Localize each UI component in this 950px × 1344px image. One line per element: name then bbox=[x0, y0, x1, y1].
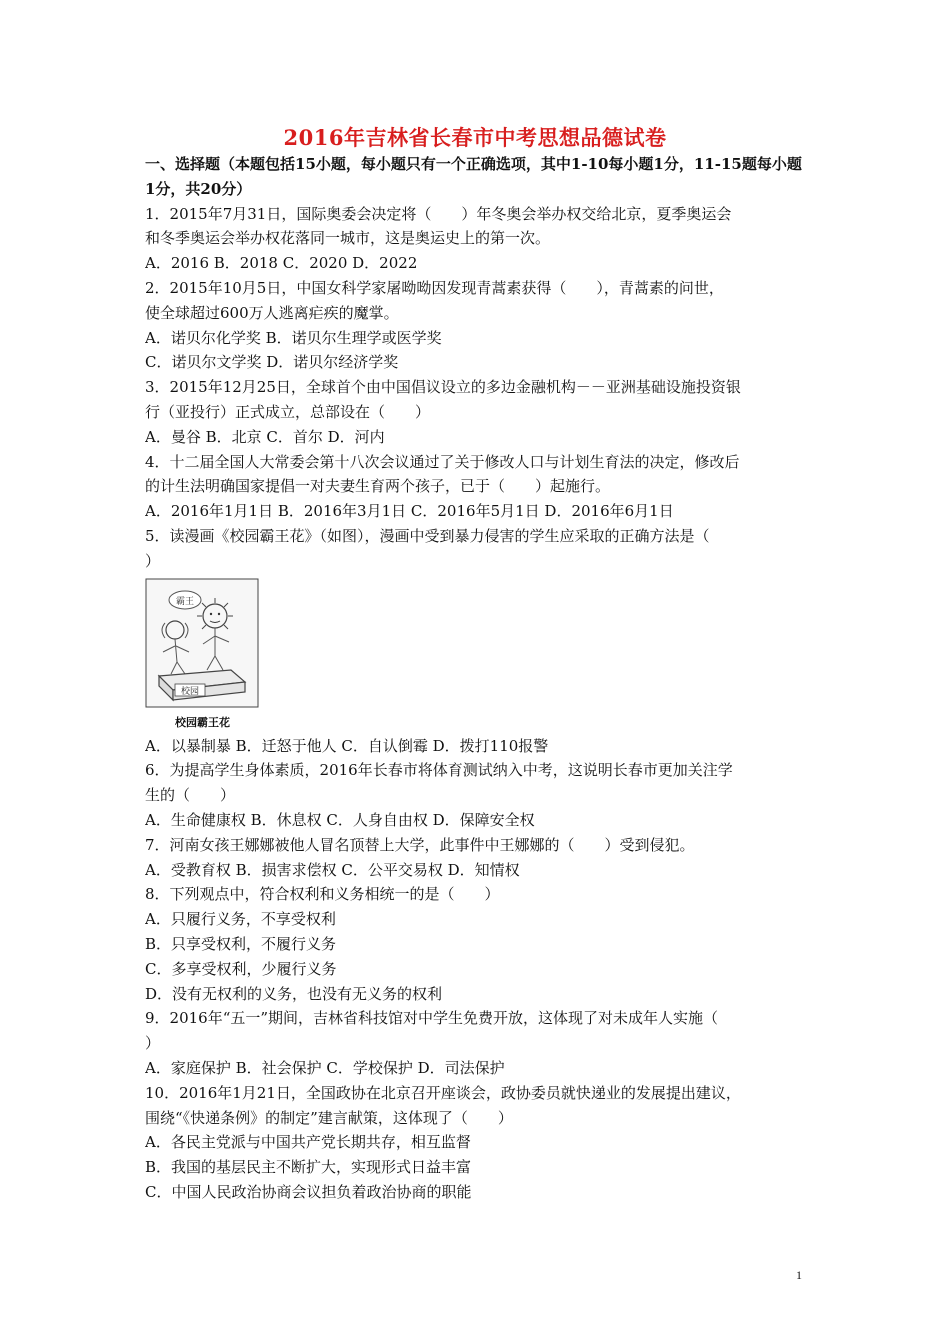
section-heading: 一、选择题（本题包括15小题，每小题只有一个正确选项，其中1-10每小题1分，11-15题每小题1分，共20分） bbox=[145, 155, 802, 198]
book-label: 校园 bbox=[180, 686, 200, 697]
question-7 bbox=[145, 833, 810, 883]
question-line: 8．下列观点中，符合权利和义务相统一的是（ ） bbox=[145, 885, 500, 904]
answer-options: B．我国的基层民主不断扩大，实现形式日益丰富 bbox=[145, 1158, 472, 1177]
question-line: 围绕“《快递条例》的制定”建言献策，这体现了（ ） bbox=[145, 1108, 513, 1127]
question-2 bbox=[145, 276, 810, 375]
page-number: 1 bbox=[796, 1268, 802, 1282]
answer-options: A．生命健康权 B．休息权 C．人身自由权 D．保障安全权 bbox=[145, 810, 535, 829]
question-line: 行（亚投行）正式成立，总部设在（ ） bbox=[145, 402, 431, 421]
answer-options: A．只履行义务，不享受权利 bbox=[145, 910, 336, 929]
question-line: 4．十二届全国人大常委会第十八次会议通过了关于修改人口与计划生育法的决定，修改后 bbox=[145, 452, 740, 471]
question-line: 和冬季奥运会举办权花落同一城市，这是奥运史上的第一次。 bbox=[145, 229, 551, 248]
question-line: ） bbox=[145, 1034, 161, 1053]
answer-options: A．受教育权 B．损害求偿权 C．公平交易权 D．知情权 bbox=[145, 860, 520, 879]
question-4 bbox=[145, 450, 810, 524]
answer-options: A．2016 B．2018 C．2020 D．2022 bbox=[145, 254, 418, 273]
document-title: 2016年吉林省长春市中考思想品德试卷 bbox=[283, 125, 667, 150]
figure-caption: 校园霸王花 bbox=[175, 715, 230, 729]
question-3 bbox=[145, 375, 810, 449]
question-10 bbox=[145, 1081, 810, 1205]
question-8 bbox=[145, 882, 810, 1006]
question-line: 使全球超过600万人逃离疟疾的魔掌。 bbox=[145, 303, 399, 322]
question-line: 1．2015年7月31日，国际奥委会决定将（ ）年冬奥会举办权交给北京，夏季奥运会 bbox=[145, 204, 732, 223]
answer-options: B．只享受权利，不履行义务 bbox=[145, 934, 337, 953]
answer-options: A．以暴制暴 B．迁怒于他人 C．自认倒霉 D．拨打110报警 bbox=[145, 736, 549, 755]
speech-bubble-text: 霸王 bbox=[175, 596, 195, 607]
cartoon-illustration bbox=[145, 578, 260, 710]
answer-options: A．曼谷 B．北京 C．首尔 D．河内 bbox=[145, 427, 385, 446]
question-line: 2．2015年10月5日，中国女科学家屠呦呦因发现青蒿素获得（ ），青蒿素的问世， bbox=[145, 278, 724, 297]
question-line: 10．2016年1月21日，全国政协在北京召开座谈会，政协委员就快递业的发展提出建议， bbox=[145, 1083, 741, 1102]
answer-options: D．没有无权利的义务，也没有无义务的权利 bbox=[145, 984, 443, 1003]
cartoon-figure bbox=[145, 578, 260, 728]
answer-options: A．家庭保护 B．社会保护 C．学校保护 D．司法保护 bbox=[145, 1058, 505, 1077]
document-body bbox=[145, 152, 810, 1205]
question-5-options bbox=[145, 734, 810, 759]
question-line: 9．2016年“五一”期间，吉林省科技馆对中学生免费开放，这体现了对未成年人实施（ bbox=[145, 1009, 719, 1028]
question-line: 6．为提高学生身体素质，2016年长春市将体育测试纳入中考，这说明长春市更加关注学 bbox=[145, 761, 733, 780]
answer-options: C．中国人民政治协商会议担负着政治协商的职能 bbox=[145, 1182, 472, 1201]
question-line: 5．读漫画《校园霸王花》（如图），漫画中受到暴力侵害的学生应采取的正确方法是（ bbox=[145, 526, 710, 545]
answer-options: A．各民主党派与中国共产党长期共存，相互监督 bbox=[145, 1133, 471, 1152]
question-6 bbox=[145, 758, 810, 832]
question-9 bbox=[145, 1006, 810, 1080]
question-line: 生的（ ） bbox=[145, 786, 236, 805]
answer-options: C．多享受权利，少履行义务 bbox=[145, 959, 337, 978]
answer-options: A．2016年1月1日 B．2016年3月1日 C．2016年5月1日 D．2016年6月1日 bbox=[145, 502, 674, 521]
question-line: 的计生法明确国家提倡一对夫妻生育两个孩子，已于（ ）起施行。 bbox=[145, 477, 611, 496]
question-line: 7．河南女孩王娜娜被他人冒名顶替上大学，此事件中王娜娜的（ ）受到侵犯。 bbox=[145, 835, 695, 854]
question-1 bbox=[145, 202, 810, 276]
answer-options: C．诺贝尔文学奖 D．诺贝尔经济学奖 bbox=[145, 353, 399, 372]
question-5 bbox=[145, 524, 810, 574]
question-line: 3．2015年12月25日，全球首个由中国倡议设立的多边金融机构－－亚洲基础设施投资银 bbox=[145, 378, 741, 397]
answer-options: A．诺贝尔化学奖 B．诺贝尔生理学或医学奖 bbox=[145, 328, 442, 347]
question-line: ） bbox=[145, 551, 161, 570]
